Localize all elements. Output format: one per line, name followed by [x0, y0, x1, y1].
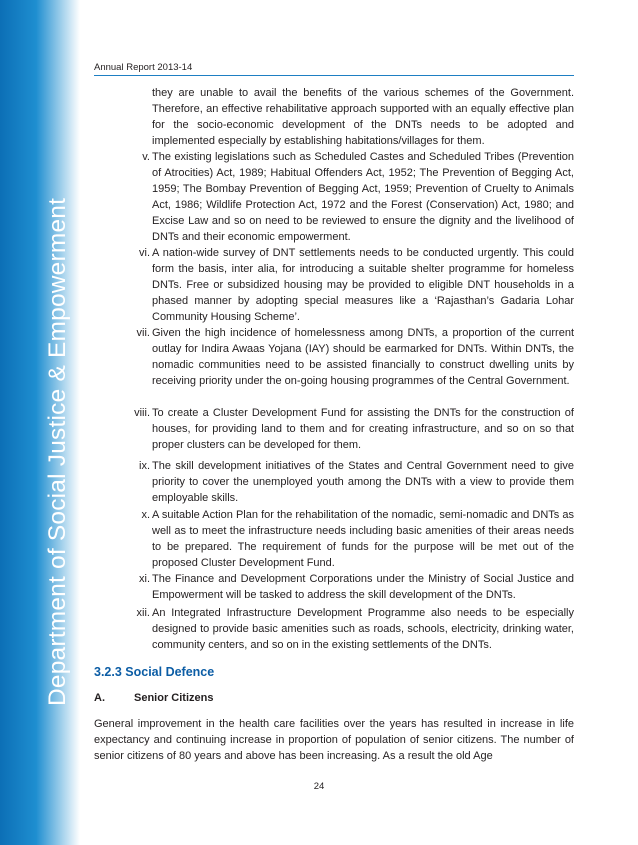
list-item-number: xi.	[139, 573, 150, 585]
list-item-text: The skill development initiatives of the States and Central Government need to give priority to cover the unemployed youth among the DNTs with a view to provide them employable skills.	[152, 460, 574, 504]
sub-heading-title: Senior Citizens	[134, 692, 214, 704]
list-item-number: x.	[141, 509, 150, 521]
list-item-number: viii.	[134, 407, 150, 419]
continuation-paragraph: they are unable to avail the benefits of the various schemes of the Government. Therefore, an effective rehabilitative approach supported with an equally effective plan for the socio-economic development of the DNTs needs to be adopted and implemented especially by establishing habitations/villages for them.	[152, 87, 574, 147]
list-item-number: vii.	[136, 327, 150, 339]
list-item-number: xii.	[136, 607, 150, 619]
list-item-text: Given the high incidence of homelessness among DNTs, a proportion of the current outlay for Indira Awaas Yojana (IAY) should be earmarked for DNTs. Within DNTs, the nomadic communities need to be assisted financially to construct dwelling units by receiving priority under the on-going housing programmes of the Central Government.	[152, 327, 574, 387]
list-item-text: The existing legislations such as Scheduled Castes and Scheduled Tribes (Prevention of Atrocities) Act, 1989; Habitual Offenders Act, 1952; The Prevention of Begging Act, 1959; The Bombay Prevention of Begging Act, 1959; Prevention of Cruelty to Animals Act, 1986; Wildlife Protection Act, 1972 and the Forest (Conservation) Act, 1980; and Excise Law and so on need to be reviewed to ensure the dignity and the livelihood of DNTs and their economic empowerment.	[152, 151, 574, 243]
report-header: Annual Report 2013-14	[94, 62, 193, 73]
body-paragraph: General improvement in the health care facilities over the years has resulted in increase in life expectancy and continuing increase in proportion of population of senior citizens. The number of senior citizens of 80 years and above has been increasing. As a result the old Age	[94, 718, 574, 762]
list-item-number: v.	[142, 151, 150, 163]
section-heading: 3.2.3 Social Defence	[94, 665, 215, 679]
sidebar-title: Department of Social Justice & Empowerment	[44, 197, 71, 706]
sub-heading-letter: A.	[94, 692, 105, 704]
list-item-text: A nation-wide survey of DNT settlements needs to be conducted urgently. This could form the basis, inter alia, for introducing a suitable shelter programme for homeless DNTs. Free or subsidized housing may be provided to eligible DNT households in a phased manner by adopting special measures like a ‘Rajasthan’s Gadaria Lohar Community Housing Scheme’.	[152, 247, 574, 323]
list-item-text: The Finance and Development Corporations under the Ministry of Social Justice and Empowerment will be tasked to address the skill development of the DNTs.	[152, 573, 574, 601]
page-number: 24	[313, 781, 325, 792]
list-item-text: To create a Cluster Development Fund for assisting the DNTs for the construction of houses, for providing land to them and for creating infrastructure, and so on so that proper clusters can be developed for them.	[152, 407, 574, 451]
list-item-number: vi.	[139, 247, 150, 259]
list-item-text: A suitable Action Plan for the rehabilitation of the nomadic, semi-nomadic and DNTs as well as to meet the infrastructure needs including basic amenities of their areas needs to be prepared. The requirement of funds for the purpose will be met out of the proposed Cluster Development Fund.	[152, 509, 574, 569]
header-rule	[94, 75, 574, 76]
list-item-number: ix.	[139, 460, 150, 472]
sub-heading	[94, 692, 213, 704]
sidebar-band	[0, 0, 80, 845]
list-item-text: An Integrated Infrastructure Development Programme also needs to be especially designed to provide basic amenities such as roads, schools, electricity, drinking water, community centers, and so on in the existing settlements of the DNTs.	[152, 607, 574, 651]
